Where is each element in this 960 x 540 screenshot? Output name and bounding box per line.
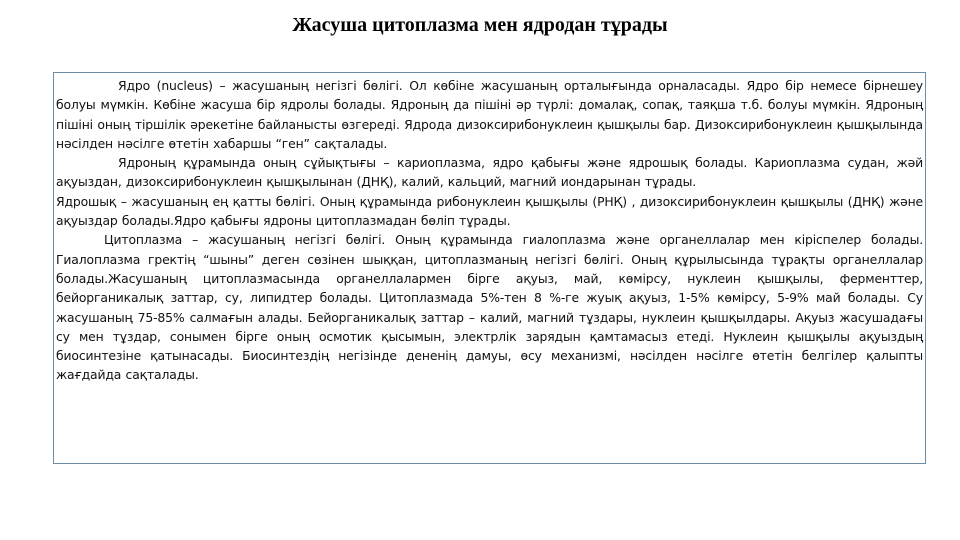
- paragraph-nucleus: Ядро (nucleus) – жасушаның негізгі бөлігі. Ол көбіне жасушаның орталығында орналасады. Ядро бір немесе бірнешеу болуы мүмкін. Көбіне жасуша бір ядролы болады. Ядроның да пішіні әр түрлі: домалақ, сопақ, таяқша т.б. болуы мүмкін. Ядроның пішіні оның тіршілік әрекетіне байланысты өзгереді. Ядрода дизоксирибонуклеин қышқылы бар. Дизоксирибонуклеин қышқылында нәсілден нәсілге өтетін хабаршы “ген” сақталады.: [56, 78, 923, 151]
- text-box: [53, 72, 926, 464]
- paragraph-cytoplasm: Цитоплазма – жасушаның негізгі бөлігі. Оның құрамында гиалоплазма және органеллалар мен кіріспелер болады. Гиалоплазма гректің “шыны” деген сөзінен шыққан, цитоплазманың негізгі бөлігі. Оның құрылысында тұрақты органеллалар болады.Жасушаның цитоплазмасында органеллалармен бірге ақуыз, май, көмірсу, нуклеин қышқылы, ферменттер, бейорганикалық заттар, су, липидтер болады. Цитоплазмада 5%-тен 8 %-ге жуық ақуыз, 1-5% көмірсу, 5-9% май болады. Су жасушаның 75-85% салмағын алады. Бейорганикалық заттар – калий, магний тұздары, нуклеин қышқылдары. Ақуыз жасушадағы су мен тұздар, сонымен бірге оның осмотик қысымын, электрлік зарядын қамтамасыз етеді. Нуклеин қышқылы ақуыздың биосинтезіне қатынасады. Биосинтездің негізінде дененің дамуы, өсу механизмі, нәсілден нәсілге өтетін белгілер қалыпты жағдайда сақталады.: [56, 232, 923, 383]
- paragraph-nucleus-composition: Ядроның құрамында оның сұйықтығы – кариоплазма, ядро қабығы және ядрошық болады. Кариоплазма судан, жәй ақуыздан, дизоксирибонуклеин қышқылынан (ДНҚ), калий, кальций, магний иондарынан тұрады.: [56, 155, 923, 190]
- slide-title: Жасуша цитоплазма мен ядродан тұрады: [292, 14, 668, 36]
- paragraph-nucleolus: Ядрошық – жасушаның ең қатты бөлігі. Оның құрамында рибонуклеин қышқылы (РНҚ) , дизоксирибонуклеин қышқылы (ДНҚ) және ақуыздар болады.Ядро қабығы ядроны цитоплазмадан бөліп тұрады.: [56, 193, 923, 229]
